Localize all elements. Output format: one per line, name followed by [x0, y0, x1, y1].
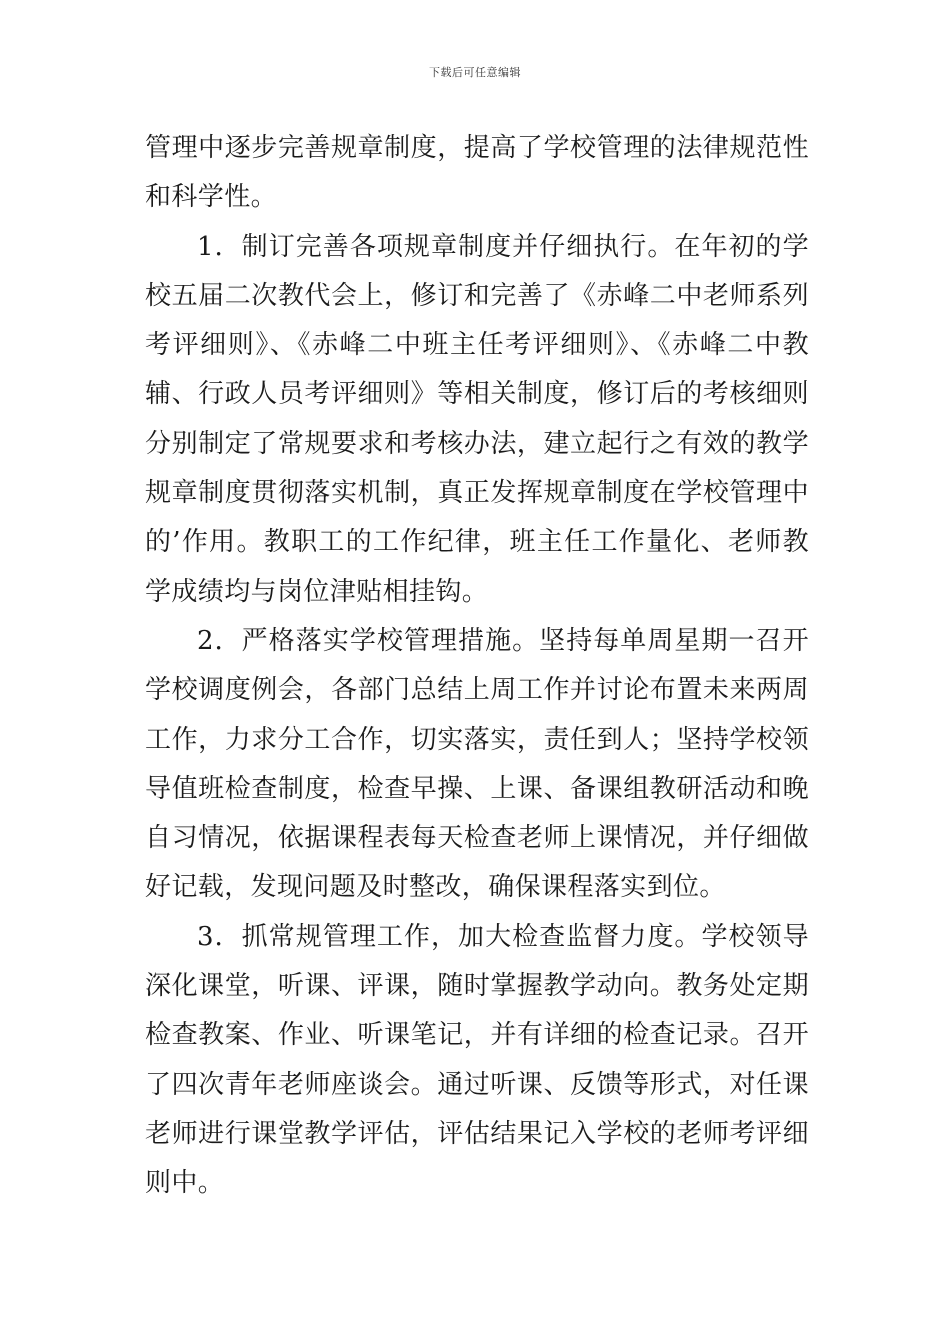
document-body — [145, 124, 809, 1209]
page-header-note: 下载后可任意编辑 — [429, 66, 521, 79]
paragraph-intro: 管理中逐步完善规章制度，提高了学校管理的法律规范性和科学性。 — [145, 133, 809, 213]
paragraph-item-1: 1．制订完善各项规章制度并仔细执行。在年初的学校五届二次教代会上，修订和完善了《赤峰二中老师系列考评细则》、《赤峰二中班主任考评细则》、《赤峰二中教辅、行政人员考评细则》等相关制度，修订后的考核细则分别制定了常规要求和考核办法，建立起行之有效的教学规章制度贯彻落实机制，真正发挥规章制度在学校管理中的’作用。教职工的工作纪律，班主任工作量化、老师教学成绩均与岗位津贴相挂钩。 — [145, 231, 809, 607]
paragraph-item-2: 2．严格落实学校管理措施。坚持每单周星期一召开学校调度例会，各部门总结上周工作并讨论布置未来两周工作，力求分工合作，切实落实，责任到人；坚持学校领导值班检查制度，检查早操、上课、备课组教研活动和晚自习情况，依据课程表每天检查老师上课情况，并仔细做好记载，发现问题及时整改，确保课程落实到位。 — [145, 625, 809, 903]
paragraph-item-3: 3．抓常规管理工作，加大检查监督力度。学校领导深化课堂，听课、评课，随时掌握教学动向。教务处定期检查教案、作业、听课笔记，并有详细的检查记录。召开了四次青年老师座谈会。通过听课、反馈等形式，对任课老师进行课堂教学评估，评估结果记入学校的老师考评细则中。 — [145, 921, 809, 1199]
